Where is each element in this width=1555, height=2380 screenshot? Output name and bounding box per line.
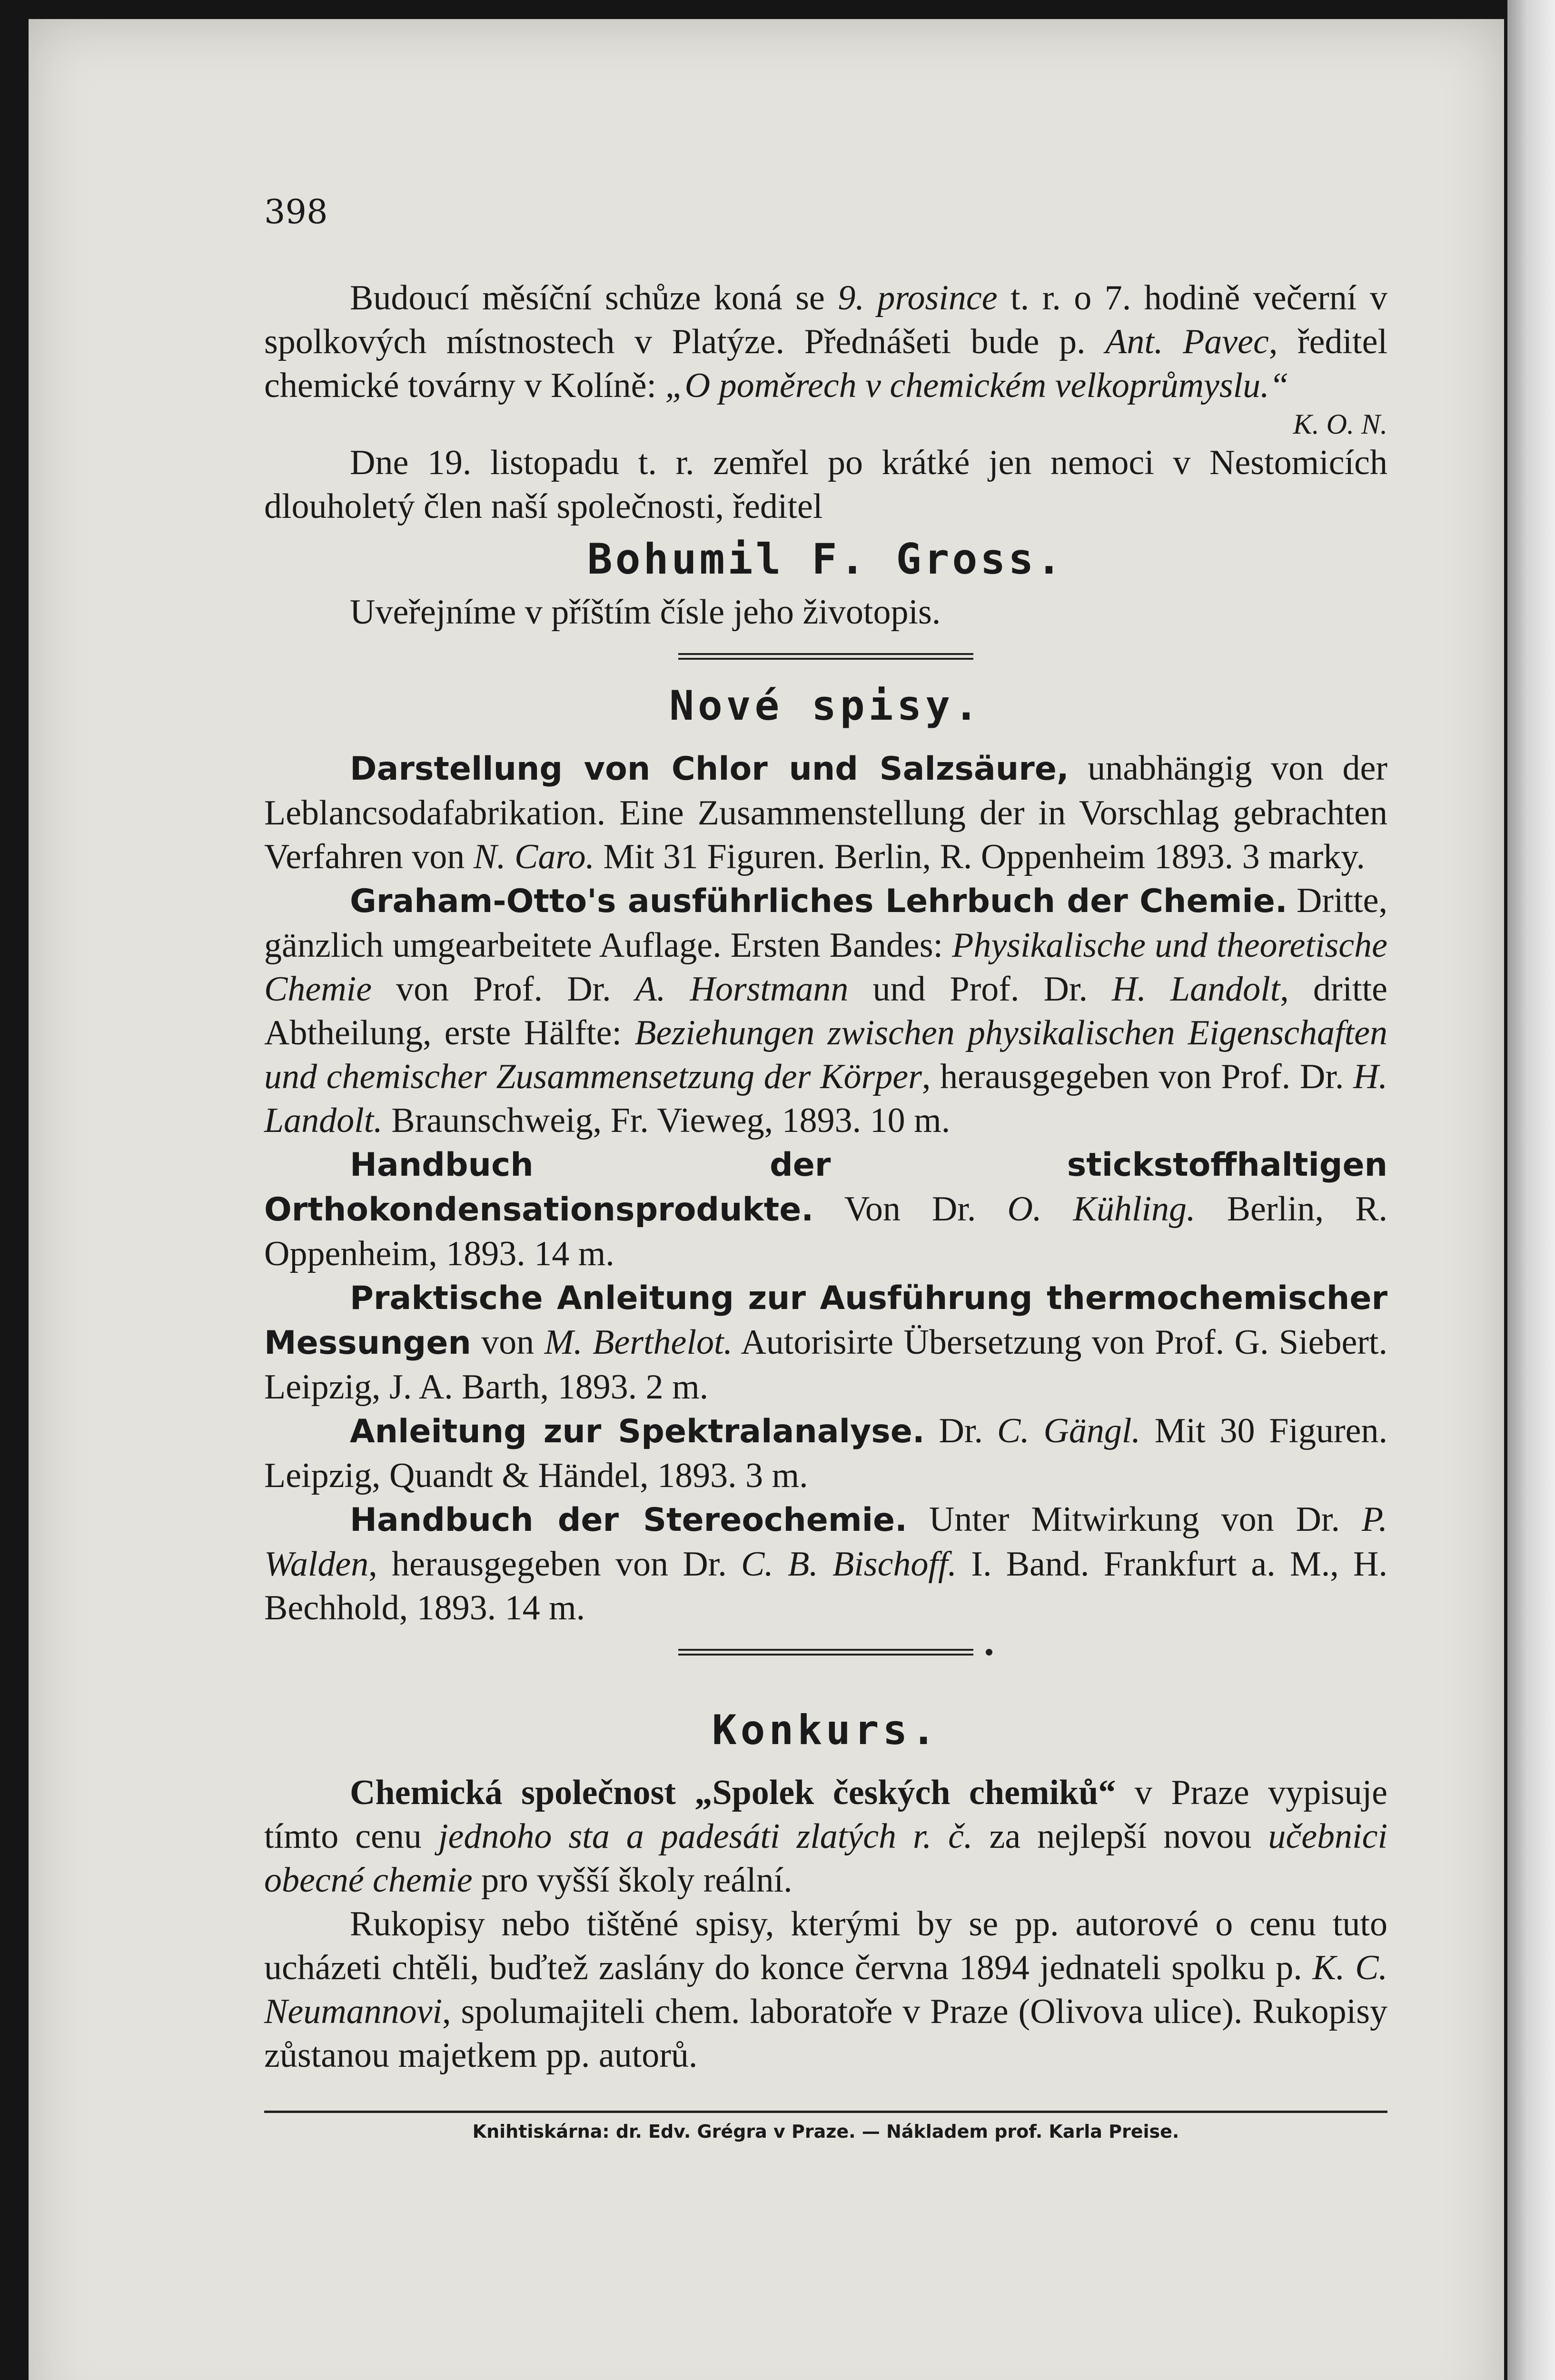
printer-footer: Knihtiskárna: dr. Edv. Grégra v Praze. — Nákladem prof. Karla Preise. [472, 2121, 1179, 2142]
contest-announcement: Chemická společnost „Spolek českých chemiků“ v Praze vypisuje tímto cenu jednoho sta a padesáti zlatých r. č. za nejlepší novou učebnici obecné chemie pro vyšší školy reální. [264, 1773, 1388, 1900]
page-number: 398 [264, 192, 328, 231]
page-content [264, 181, 1387, 2143]
publication-entry: Handbuch der stickstoffhaltigen Orthokondensationsprodukte. Von Dr. O. Kühling. Berlin, R. Oppenheim, 1893. 14 m. [264, 1146, 1387, 1273]
death-notice: Dne 19. listopadu t. r. zemřel po krátké jen nemoci v Nestomicích dlouholetý člen naší společnosti, ředitel [264, 443, 1387, 526]
publication-entry: Darstellung von Chlor und Salzsäure, unabhängig von der Leblancsodafabrikation. Eine Zusammenstellung der in Vorschlag gebrachten Verfahren von N. Caro. Mit 31 Figuren. Berlin, R. Oppenheim 1893. 3 marky. [264, 749, 1387, 876]
deceased-name: Bohumil F. Gross. [587, 535, 1065, 584]
notice-signature: K. O. N. [1293, 408, 1387, 440]
scan-edge [1507, 0, 1555, 2380]
contest-submission: Rukopisy nebo tištěné spisy, kterými by se pp. autorové o cenu tuto ucházeti chtěli, buďtež zaslány do konce června 1894 jednateli spolku p. K. C. Neumannovi, spolumajiteli chem. laboratoře v Praze (Olivova ulice). Rukopisy zůstanou majetkem pp. autorů. [264, 1904, 1388, 2075]
section-divider [678, 653, 973, 661]
new-publications-heading: Nové spisy. [669, 682, 982, 730]
contest-heading: Konkurs. [712, 1706, 940, 1754]
meeting-notice: Budoucí měsíční schůze koná se 9. prosince t. r. o 7. hodině večerní v spolkových místnostech v Platýze. Přednášeti bude p. Ant. Pavec, ředitel chemické továrny v Kolíně: „O poměrech v chemickém velkoprůmyslu.“ [264, 278, 1388, 405]
publication-entry: Graham-Otto's ausführliches Lehrbuch der Chemie. Dritte, gänzlich umgearbeitete Auflage. Ersten Bandes: Physikalische und theoretische Chemie von Prof. Dr. A. Horstmann und Prof. Dr. H. Landolt, dritte Abtheilung, erste Hälfte: Beziehungen zwischen physikalischen Eigenschaften und chemischer Zusammensetzung der Körper, herausgegeben von Prof. Dr. H. Landolt. Braunschweig, Fr. Vieweg, 1893. 10 m. [264, 881, 1388, 1140]
publication-entry: Anleitung zur Spektralanalyse. Dr. C. Gängl. Mit 30 Figuren. Leipzig, Quandt & Händel, 1893. 3 m. [264, 1411, 1387, 1495]
biography-note: Uveřejníme v příštím čísle jeho životopis. [350, 593, 941, 632]
footer-rule [264, 2111, 1387, 2113]
publication-entry: Handbuch der Stereochemie. Unter Mitwirkung von Dr. P. Walden, herausgegeben von Dr. C. B. Bischoff. I. Band. Frankfurt a. M., H. Bechhold, 1893. 14 m. [264, 1500, 1387, 1627]
publication-entry: Praktische Anleitung zur Ausführung thermochemischer Messungen von M. Berthelot. Autorisirte Übersetzung von Prof. G. Siebert. Leipzig, J. A. Barth, 1893. 2 m. [264, 1279, 1387, 1407]
section-divider [678, 1649, 973, 1656]
